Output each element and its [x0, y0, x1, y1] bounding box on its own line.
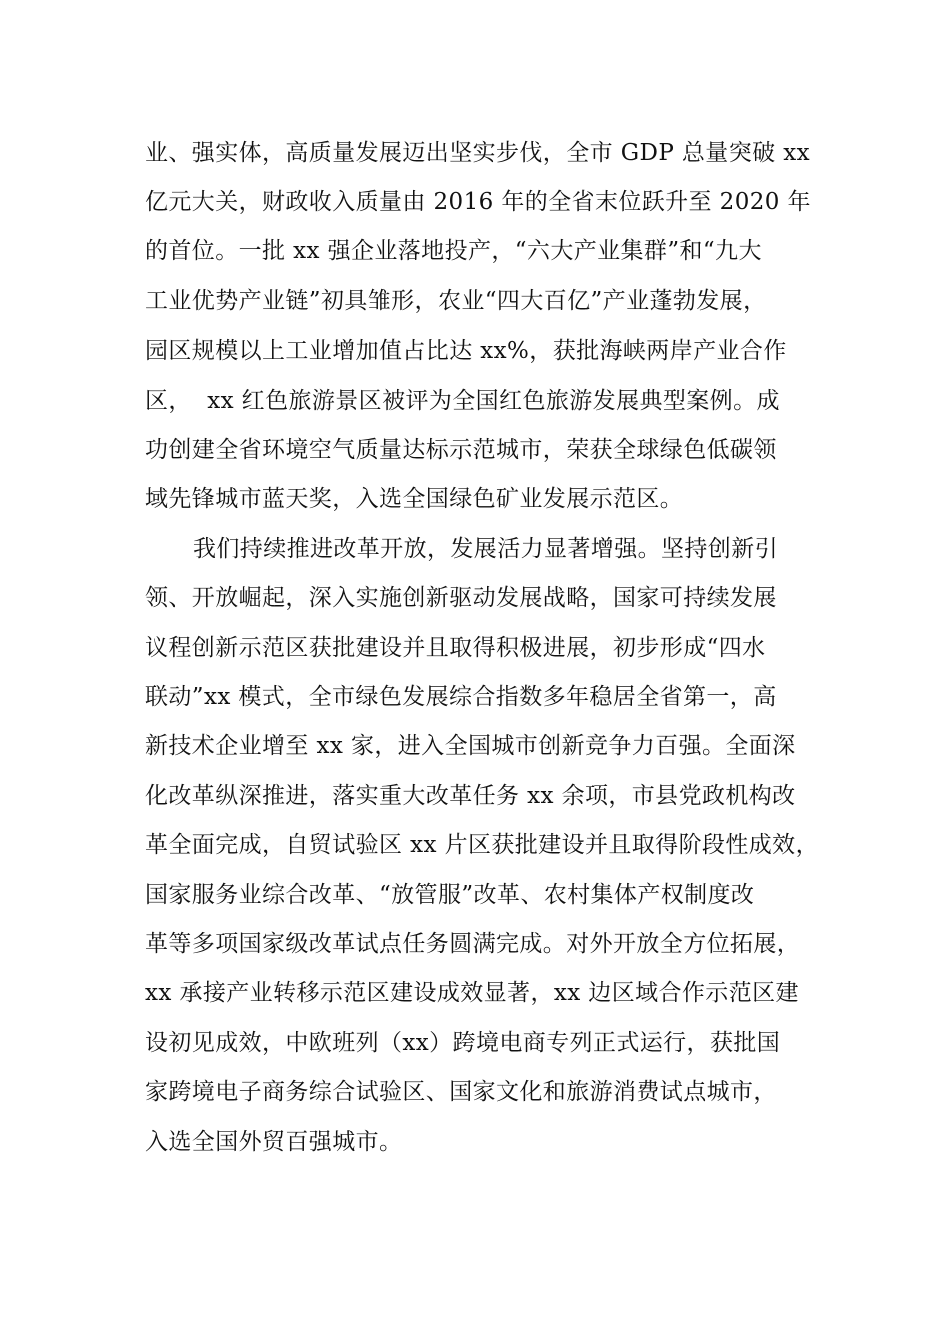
- text-line: 家跨境电子商务综合试验区、国家文化和旅游消费试点城市，: [145, 1079, 777, 1105]
- text-line: 我们持续推进改革开放，发展活力显著增强。坚持创新引: [193, 536, 778, 562]
- text-line: 区， xx 红色旅游景区被评为全国红色旅游发展典型案例。成: [145, 388, 780, 414]
- text-line: 议程创新示范区获批建设并且取得积极进展，初步形成“四水: [145, 635, 766, 661]
- text-line: 国家服务业综合改革、“放管服”改革、农村集体产权制度改: [145, 882, 755, 908]
- text-line: 革等多项国家级改革试点任务圆满完成。对外开放全方位拓展，: [145, 931, 801, 957]
- text-line: 设初见成效，中欧班列（xx）跨境电商专列正式运行，获批国: [145, 1030, 781, 1056]
- text-line: xx 承接产业转移示范区建设成效显著，xx 边区域合作示范区建: [145, 980, 799, 1006]
- text-line: 新技术企业增至 xx 家，进入全国城市创新竞争力百强。全面深: [145, 733, 796, 759]
- text-line: 园区规模以上工业增加值占比达 xx%，获批海峡两岸产业合作: [145, 338, 787, 364]
- text-line: 革全面完成，自贸试验区 xx 片区获批建设并且取得阶段性成效，: [145, 832, 819, 858]
- text-line: 业、强实体，高质量发展迈出坚实步伐，全市 GDP 总量突破 xx: [145, 140, 810, 166]
- text-line: 域先锋城市蓝天奖，入选全国绿色矿业发展示范区。: [145, 486, 684, 512]
- text-line: 化改革纵深推进，落实重大改革任务 xx 余项，市县党政机构改: [145, 783, 796, 809]
- text-line: 领、开放崛起，深入实施创新驱动发展战略，国家可持续发展: [145, 585, 777, 611]
- text-line: 联动”xx 模式，全市绿色发展综合指数多年稳居全省第一，高: [145, 684, 777, 710]
- text-line: 亿元大关，财政收入质量由 2016 年的全省末位跃升至 2020 年: [145, 189, 811, 215]
- text-line: 工业优势产业链”初具雏形，农业“四大百亿”产业蓬勃发展，: [145, 288, 767, 314]
- text-line: 入选全国外贸百强城市。: [145, 1129, 403, 1155]
- text-line: 功创建全省环境空气质量达标示范城市，荣获全球绿色低碳领: [145, 437, 777, 463]
- text-line: 的首位。一批 xx 强企业落地投产，“六大产业集群”和“九大: [145, 238, 762, 264]
